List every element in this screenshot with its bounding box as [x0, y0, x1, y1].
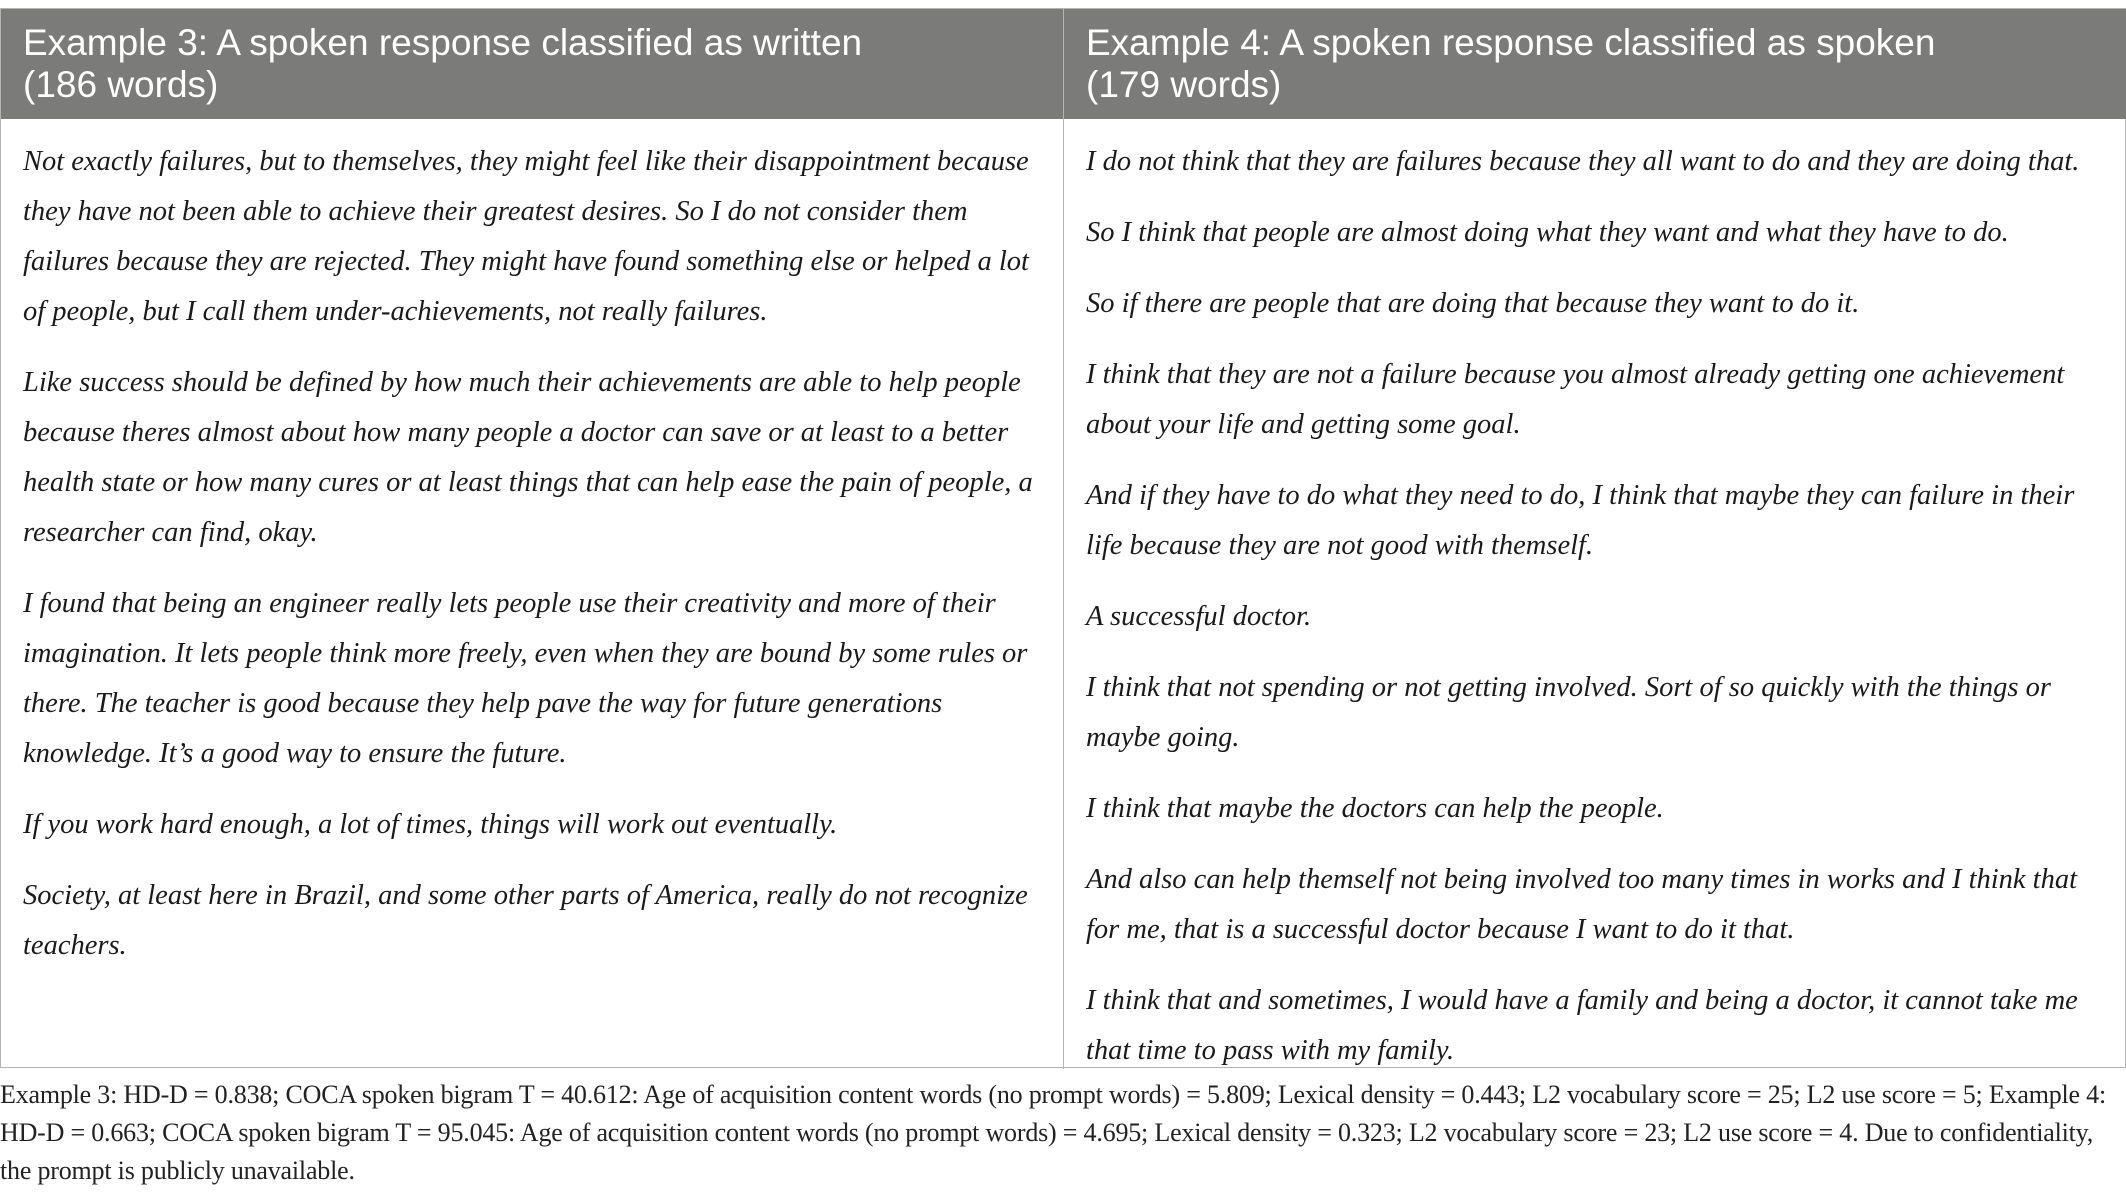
response-paragraph: I do not think that they are failures because they all want to do and they are doing that. [1086, 146, 2080, 177]
response-paragraph: So I think that people are almost doing what they want and what they have to do. [1086, 217, 2009, 248]
response-paragraph: A successful doctor. [1086, 601, 1312, 632]
column-header-example-3: Example 3: A spoken response classified as written (186 words) [1, 9, 1064, 119]
response-paragraph: So if there are people that are doing that because they want to do it. [1086, 288, 1860, 319]
examples-table [0, 8, 2126, 1068]
response-paragraph: I think that and sometimes, I would have a family and being a doctor, it cannot take me that time to pass with my family. [1086, 985, 2078, 1066]
response-paragraph: Like success should be defined by how much their achievements are able to help people because theres almost about how many people a doctor can save or at least to a better health state or how many cures or at least things that can help ease the pain of people, a researcher can find, okay. [23, 367, 1033, 548]
response-paragraph: Society, at least here in Brazil, and some other parts of America, really do not recognize teachers. [23, 880, 1028, 961]
response-paragraph: Not exactly failures, but to themselves, they might feel like their disappointment because they have not been able to achieve their greatest desires. So I do not consider them failures because they are rejected. They might have found something else or helped a lot of people, but I call them under-achievements, not really failures. [23, 146, 1029, 327]
response-paragraph: I think that not spending or not getting involved. Sort of so quickly with the things or maybe going. [1086, 672, 2051, 753]
response-paragraph: And also can help themself not being involved too many times in works and I think that for me, that is a successful doctor because I want to do it that. [1086, 864, 2078, 945]
table-footnote: Example 3: HD-D = 0.838; COCA spoken bigram T = 40.612: Age of acquisition content words (no prompt words) = 5.809; Lexical density = 0.443; L2 vocabulary score = 25; L2 use score = 5; Example 4: HD-D = 0.663; COCA spoken bigram T = 95.045: Age of acquisition content words (no prompt words) = 4.695; Lexical density = 0.323; L2 vocabulary score = 23; L2 use score = 4. Due to confidentiality, the prompt is publicly unavailable. [0, 1080, 2107, 1185]
response-paragraph: And if they have to do what they need to do, I think that maybe they can failure in their life because they are not good with themself. [1086, 480, 2075, 561]
cell-example-4-response [1064, 119, 2126, 1069]
column-header-example-4: Example 4: A spoken response classified as spoken (179 words) [1064, 9, 2126, 119]
cell-example-3-response [1, 119, 1064, 1069]
response-paragraph: I think that they are not a failure because you almost already getting one achievement about your life and getting some goal. [1086, 359, 2065, 440]
response-paragraph: I think that maybe the doctors can help the people. [1086, 793, 1664, 824]
response-paragraph: If you work hard enough, a lot of times, things will work out eventually. [23, 809, 838, 840]
response-paragraph: I found that being an engineer really lets people use their creativity and more of their imagination. It lets people think more freely, even when they are bound by some rules or there. The teacher is good because they help pave the way for future generations knowledge. It’s a good way to ensure the future. [23, 588, 1028, 769]
